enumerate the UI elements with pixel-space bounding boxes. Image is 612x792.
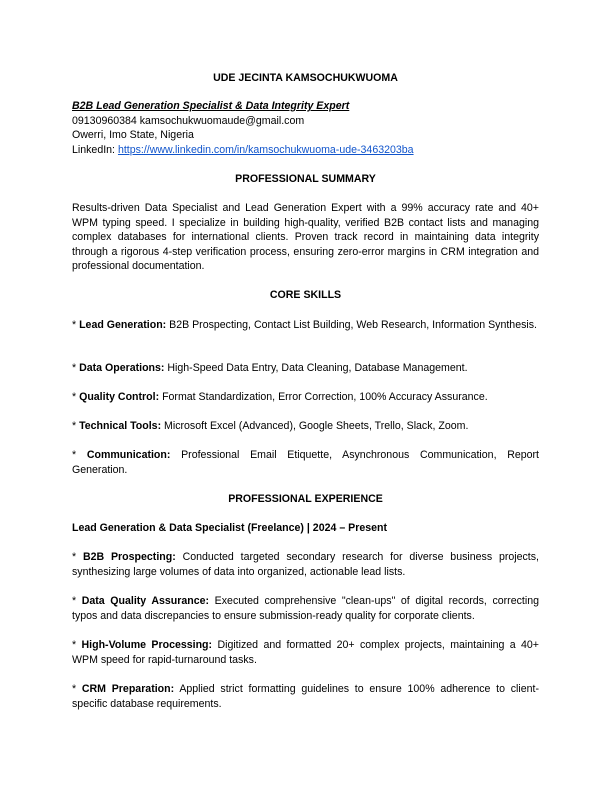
skill-text: Format Standardization, Error Correction, 100% Accuracy Assurance. <box>159 391 488 403</box>
bullet: * <box>72 362 80 374</box>
bullet: * <box>72 391 80 403</box>
skill-label: Technical Tools: <box>79 420 162 432</box>
bullet: * <box>72 420 80 432</box>
summary-heading: PROFESSIONAL SUMMARY <box>235 173 376 185</box>
skill-item-lead-generation <box>72 318 539 333</box>
bullet: * <box>72 683 82 695</box>
experience-item-high-volume <box>72 638 539 667</box>
experience-item-data-quality <box>72 594 539 623</box>
summary-text: Results-driven Data Specialist and Lead Generation Expert with a 99% accuracy rate and 40+ WPM typing speed. I specialize in building high-quality, verified B2B contact lists and managing complex databases for international clients. Proven track record in maintaining data integrity through a rigorous 4-step verification process, ensuring zero-error margins in CRM integration and professional documentation. <box>72 202 539 273</box>
experience-text: Executed comprehensive "clean-ups" of digital records, correcting typos and data discrepancies to ensure submission-ready quality for corporate clients. <box>72 595 539 622</box>
contact-line: 09130960384 kamsochukwuomaude@gmail.com <box>72 115 305 127</box>
experience-role: Lead Generation & Data Specialist (Freelance) | 2024 – Present <box>72 522 388 534</box>
skill-item-data-operations <box>72 361 539 376</box>
skill-text: B2B Prospecting, Contact List Building, Web Research, Information Synthesis. <box>166 319 537 331</box>
skill-label: Quality Control: <box>79 391 160 403</box>
skill-item-communication <box>72 448 539 477</box>
experience-item-crm-preparation <box>72 682 539 711</box>
experience-label: Data Quality Assurance: <box>81 595 210 607</box>
bullet: * <box>72 551 83 563</box>
skill-label: Data Operations: <box>79 362 165 374</box>
experience-label: CRM Preparation: <box>81 683 175 695</box>
bullet: * <box>72 595 82 607</box>
skill-text: Professional Email Etiquette, Asynchronous Communication, Report Generation. <box>72 449 539 476</box>
experience-text: Conducted targeted secondary research for diverse business projects, synthesizing large volumes of data into organized, actionable lead lists. <box>72 551 539 578</box>
bullet: * <box>72 449 87 461</box>
linkedin-label: LinkedIn: <box>72 144 118 156</box>
skill-text: High-Speed Data Entry, Data Cleaning, Database Management. <box>164 362 468 374</box>
professional-title: B2B Lead Generation Specialist & Data Integrity Expert <box>72 100 350 112</box>
experience-label: B2B Prospecting: <box>82 551 176 563</box>
experience-item-b2b-prospecting <box>72 550 539 579</box>
skill-item-technical-tools <box>72 419 539 434</box>
linkedin-line <box>72 143 539 158</box>
bullet: * <box>72 319 80 331</box>
experience-text: Digitized and formatted 20+ complex projects, maintaining a 40+ WPM speed for rapid-turnaround tasks. <box>72 639 539 666</box>
skill-text: Microsoft Excel (Advanced), Google Sheets, Trello, Slack, Zoom. <box>161 420 469 432</box>
skill-label: Communication: <box>86 449 171 461</box>
location: Owerri, Imo State, Nigeria <box>72 129 194 141</box>
linkedin-link[interactable]: https://www.linkedin.com/in/kamsochukwuoma-ude-3463203ba <box>117 144 414 156</box>
candidate-name: UDE JECINTA KAMSOCHUKWUOMA <box>213 72 398 84</box>
experience-text: Applied strict formatting guidelines to ensure 100% adherence to client-specific database requirements. <box>72 683 540 710</box>
bullet: * <box>72 639 82 651</box>
skill-item-quality-control <box>72 390 539 405</box>
skills-heading: CORE SKILLS <box>269 289 342 301</box>
skill-label: Lead Generation: <box>79 319 167 331</box>
experience-label: High-Volume Processing: <box>81 639 213 651</box>
experience-heading: PROFESSIONAL EXPERIENCE <box>228 493 383 505</box>
